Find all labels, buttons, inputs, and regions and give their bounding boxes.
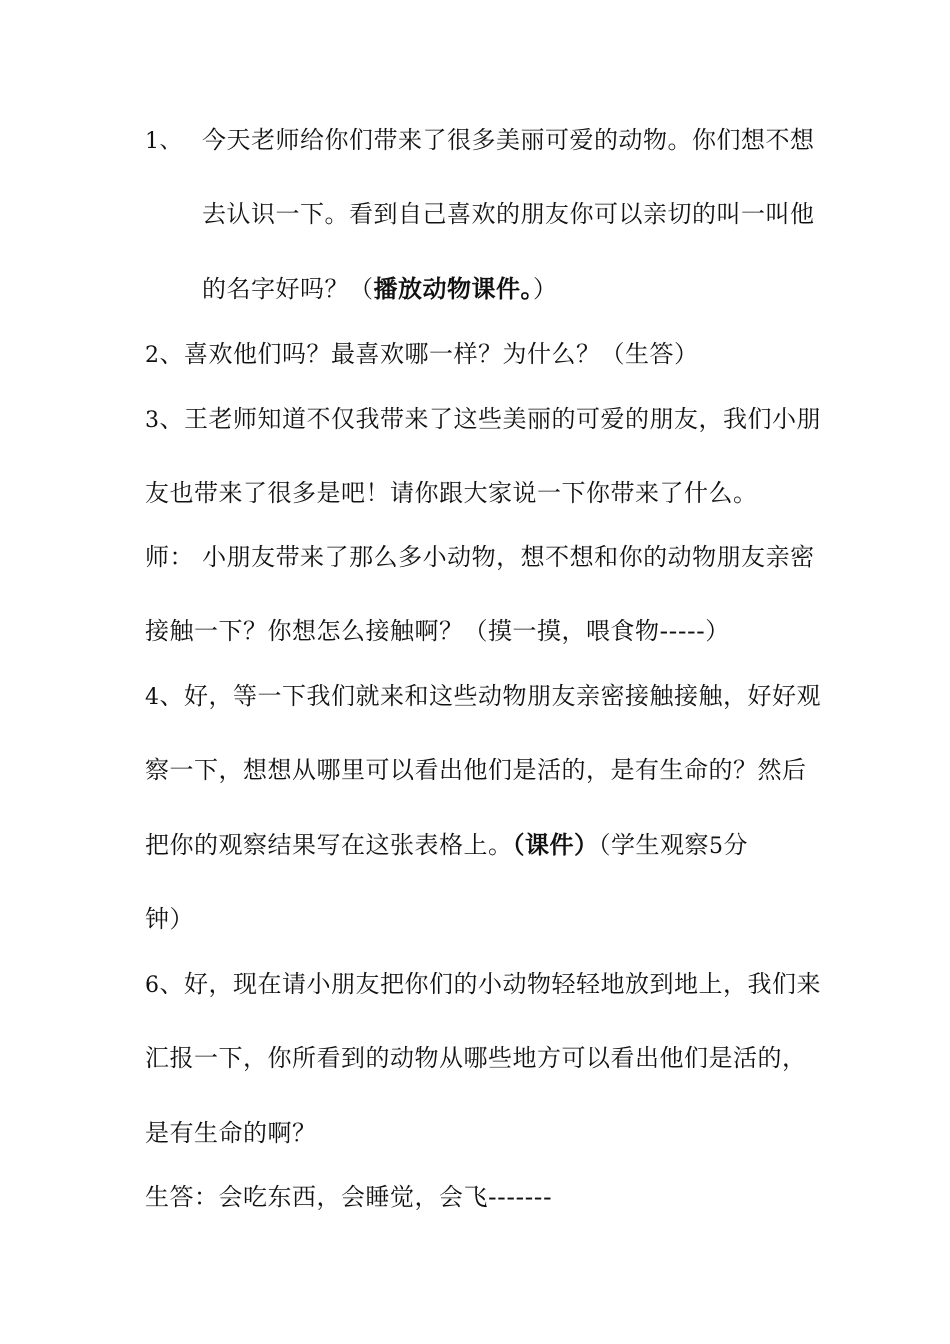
- item4-line3-text: 把你的观察结果写在这张表格上。: [145, 831, 513, 859]
- item3-line2: 友也带来了很多是吧！请你跟大家说一下你带来了什么。: [145, 479, 758, 507]
- item2-line: [145, 338, 699, 372]
- item1-line2: 去认识一下。看到自己喜欢的朋友你可以亲切的叫一叫他: [202, 200, 815, 228]
- item3-line1: [145, 403, 821, 437]
- item6-line1: [145, 968, 821, 1002]
- item1-line3: [202, 273, 558, 305]
- teacher-line1: 师： 小朋友带来了那么多小动物，想不想和你的动物朋友亲密: [145, 543, 815, 571]
- item1-line3-bold: 播放动物课件。: [373, 275, 533, 303]
- teacher-line2: 接触一下？你想怎么接触啊？（摸一摸，喂食物-----）: [145, 617, 730, 645]
- item1-line3-text: 的名字好吗？（: [202, 275, 374, 303]
- item2-number: 2: [145, 343, 160, 368]
- item3-number: 3: [145, 408, 160, 433]
- item6-number: 6: [145, 973, 160, 998]
- item6-line2: 汇报一下，你所看到的动物从哪些地方可以看出他们是活的，: [145, 1044, 807, 1072]
- item6-line3: 是有生命的啊？: [145, 1119, 317, 1147]
- answer-line1: 生答：会吃东西，会睡觉，会飞-------: [145, 1183, 553, 1211]
- item4-line3-after: （学生观察: [598, 831, 709, 859]
- item6-line1-text: 、好，现在请小朋友把你们的小动物轻轻地放到地上，我们来: [159, 970, 821, 998]
- item4-line1: [145, 680, 821, 714]
- item4-line1-text: 、好，等一下我们就来和这些动物朋友亲密接触接触，好好观: [159, 682, 821, 710]
- item1-line1: 今天老师给你们带来了很多美丽可爱的动物。你们想不想: [202, 126, 815, 154]
- item4-line3-bold: （课件）: [512, 831, 599, 859]
- item1-line3-end: ）: [533, 275, 558, 303]
- item4-line3-num: 5: [709, 834, 724, 859]
- item2-text: 、喜欢他们吗？最喜欢哪一样？为什么？（生答）: [159, 340, 699, 368]
- item4-line2: 察一下，想想从哪里可以看出他们是活的，是有生命的？然后: [145, 756, 807, 784]
- item1-number: 1、: [145, 129, 182, 154]
- item3-line1-text: 、王老师知道不仅我带来了这些美丽的可爱的朋友，我们小朋: [159, 405, 821, 433]
- item4-line4: 钟）: [145, 905, 194, 933]
- item4-number: 4: [145, 685, 160, 710]
- item4-line3: [145, 829, 748, 863]
- item4-line3-end: 分: [723, 831, 748, 859]
